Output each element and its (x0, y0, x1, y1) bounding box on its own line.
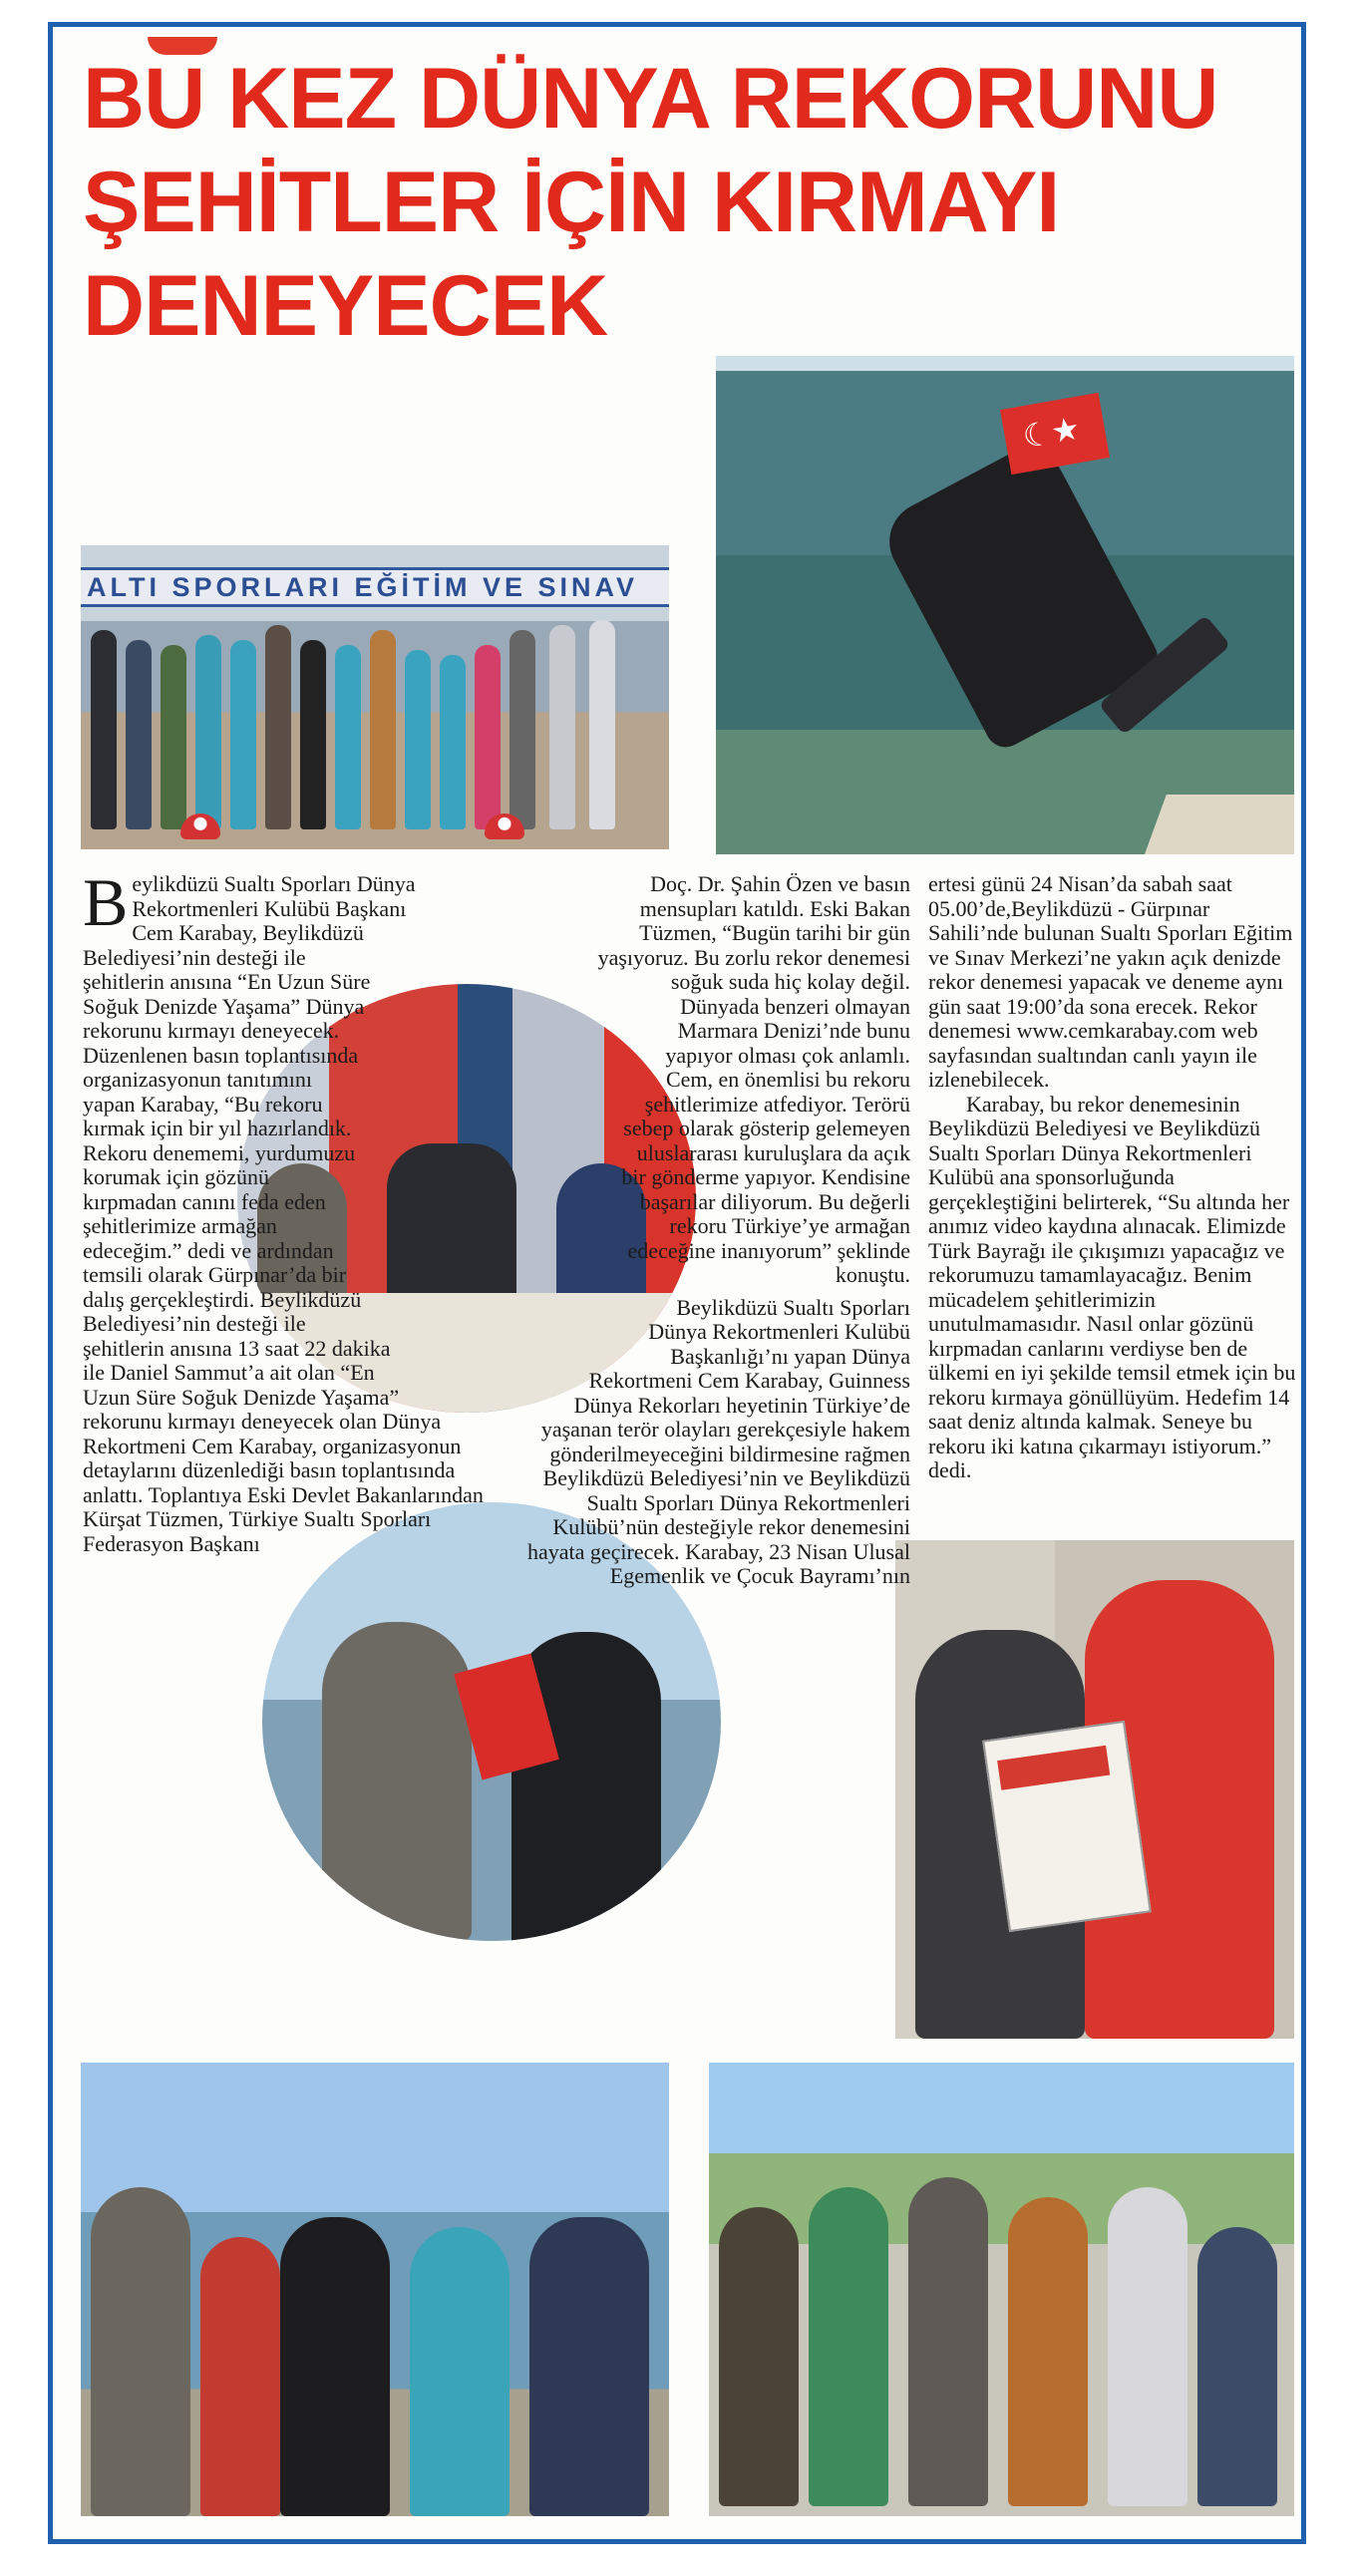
headline-line-1: BU KEZ DÜNYA REKORUNU (83, 51, 1218, 147)
sign-text: ALTI SPORLARI EĞİTİM VE SINAV (87, 572, 639, 602)
person-figure (370, 630, 396, 829)
person-figure (126, 640, 152, 829)
article-column-2 (511, 872, 910, 1589)
turkish-flag (1000, 393, 1110, 475)
article-paragraph: Beylikdüzü Sualtı Sporları Dünya Rekortmenleri Kulübü Başkanlığı’nı yapan Dünya Rekortmeni Cem Karabay, Guinness Dünya Rekorları heyetinin Türkiye’de yaşanan terör olayları gerekçesiyle hakem gönderilmeyeceğini bildirmesine rağmen Beylikdüzü Belediyesi’nin ve Beylikdüzü Sualtı Sporları Dünya Rekortmenleri Kulübü’nün desteğiyle rekor denemesini hayata geçirecek. Karabay, 23 Nisan Ulusal Egemenlik ve Çocuk Bayramı’nın (526, 1294, 910, 1588)
person-figure (91, 2187, 190, 2516)
person-figure (195, 635, 221, 829)
person-figure (335, 645, 361, 829)
person-figure (809, 2187, 888, 2506)
person-figure (405, 650, 431, 829)
coast-group-photo (81, 2063, 669, 2516)
diving-center-sign (81, 567, 669, 607)
article-column-1 (83, 864, 492, 1556)
person-figure (509, 630, 535, 829)
group-photo (81, 545, 669, 849)
article-column-3 (928, 872, 1297, 1483)
person-figure (529, 2217, 649, 2516)
headline-line-2: ŞEHİTLER İÇİN KIRMAYI (83, 155, 1060, 250)
person-figure (475, 645, 501, 829)
drop-cap: B (83, 864, 129, 940)
diver-figure (280, 2217, 390, 2516)
person-figure (719, 2207, 799, 2506)
newspaper-holders-photo (895, 1540, 1294, 2039)
walking-group-photo (709, 2063, 1294, 2516)
headline-line-3: DENEYECEK (83, 258, 608, 354)
person-figure (589, 620, 615, 829)
person-figure (230, 640, 256, 829)
article-paragraph: Doç. Dr. Şahin Özen ve basın mensupları katıldı. Eski Bakan Tüzmen, “Bugün tarihi bir gün yaşıyoruz. Bu zorlu rekor denemesi soğuk suda hiç kolay değil. Dünyada benzeri olmayan Marmara Denizi’nde bunu yapıyor olması çok anlamlı. Cem, en önemlisi bu rekoru şehitlerimize atfediyor. Terörü sebep olarak gösterip gelemeyen uluslararası kuruluşlara da açık bir gönderme yapıyor. Kendisine başarılar diliyorum. Bu değerli rekoru Türkiye’ye armağan edeceğine inanıyorum” şeklinde konuştu. (597, 871, 910, 1287)
person-figure (908, 2177, 988, 2506)
person-figure (200, 2237, 280, 2516)
pier (1145, 795, 1294, 854)
person-figure (1008, 2197, 1088, 2506)
newspaper-copy (982, 1721, 1152, 1932)
headline (83, 47, 1299, 358)
newspaper-page (48, 22, 1306, 2544)
person-figure (91, 630, 117, 829)
person-figure (265, 625, 291, 829)
person-figure (322, 1622, 472, 1941)
person-figure (440, 655, 466, 829)
person-figure (549, 625, 575, 829)
article-paragraph: eylikdüzü Sualtı Sporları Dünya Rekortmenleri Kulübü Başkanı Cem Karabay, Beylikdüzü Belediyesi’nin desteği ile şehitlerin anısına “En Uzun Süre Soğuk Denizde Yaşama” Dünya rekorunu kırmayı deneyecek. Düzenlenen basın toplantısında organizasyonun tanıtımını yapan Karabay, “Bu rekoru kırmak için bir yıl hazırlandık. Rekoru denememi, yurdumuzu korumak için gözünü kırpmadan canını feda eden şehitlerimize armağan edeceğim.” dedi ve ardından temsili olarak Gürpınar’da bir dalış gerçekleştirdi. Beylikdüzü Belediyesi’nin desteği ile şehitlerin anısına 13 saat 22 dakika ile Daniel Sammut’a ait olan “En Uzun Süre Soğuk Denizde Yaşama” rekorunu kırmayı deneyecek olan Dünya Rekortmeni Cem Karabay, organizasyonun detaylarını düzenlediği basın toplantısında anlattı. Toplantıya Eski Devlet Bakanlarından Kürşat Tüzmen, Türkiye Sualtı Sporları Federasyon Başkanı (83, 871, 484, 1556)
person-figure (161, 645, 186, 829)
person-figure (1108, 2187, 1187, 2506)
article-paragraph: Karabay, bu rekor denemesinin Beylikdüzü Belediyesi ve Beylikdüzü Sualtı Sporları Dünya Rekortmenleri Kulübü ana sponsorluğunda gerçekleştiğini belirterek, “Su altında her anımız video kaydına alınacak. Elimizde Türk Bayrağı ile çıkışımızı yapacağız ve rekorumuzu tamamlayacağız. Benim mücadelem şehitlerimizin unutulmamasıdır. Nasıl onlar gözünü kırpmadan canlarını verdiyse ben de ülkemi en iyi şekilde temsil etmek için bu rekoru kırmaya gönüllüyüm. Hedefim 14 saat deniz altında kalmak. Seneye bu rekoru iki katına çıkarmayı istiyorum.” dedi. (928, 1091, 1296, 1482)
person-figure (410, 2227, 509, 2516)
article-paragraph: ertesi günü 24 Nisan’da sabah saat 05.00’de,Beylikdüzü - Gürpınar Sahili’nde bulunan Sualtı Sporları Eğitim ve Sınav Merkezi’ne yakın açık denizde rekor denemesi yapacak ve deneme aynı gün saat 19:00’da sona erecek. Rekor denemesi www.cemkarabay.com web sayfasından sualtından canlı yayın ile izlenebilecek. (928, 871, 1293, 1092)
person-figure (1197, 2227, 1277, 2506)
person-figure (300, 640, 326, 829)
diver-jump-photo (716, 356, 1294, 854)
